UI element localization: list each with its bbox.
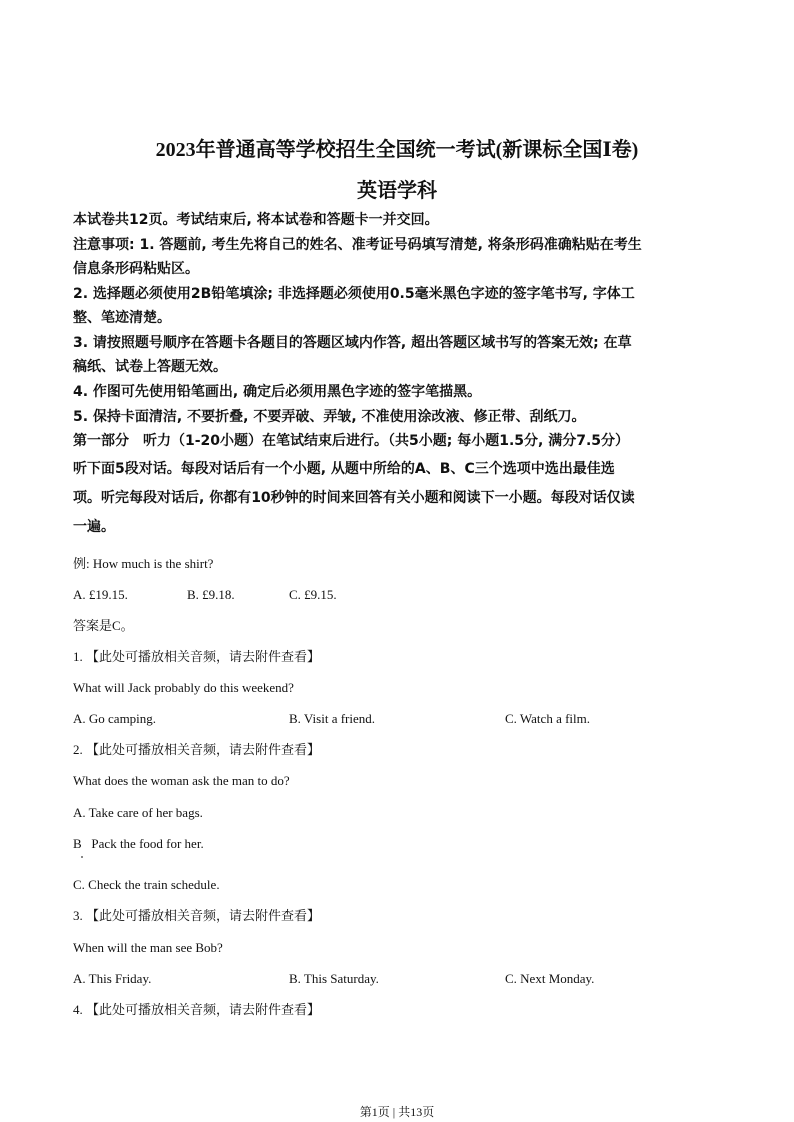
intro-line: 4. 作图可先使用铅笔画出, 确定后必须用黑色字迹的签字笔描黑。 <box>73 384 482 400</box>
page-footer: 第1页 | 共13页 <box>359 1105 435 1119</box>
exam-subject: 英语学科 <box>357 180 437 202</box>
intro-line: 注意事项: 1. 答题前, 考生先将自己的姓名、准考证号码填写清楚, 将条形码准确粘贴在考生 <box>73 237 642 253</box>
question-text-1: What will Jack probably do this weekend? <box>73 680 294 695</box>
intro-line: 整、笔迹清楚。 <box>73 310 171 326</box>
example-option-c: C. £9.15. <box>289 587 337 602</box>
question-1-option-b: B. Visit a friend. <box>289 711 375 726</box>
question-text-3: When will the man see Bob? <box>73 940 223 955</box>
example-answer: 答案是C。 <box>73 618 134 633</box>
question-number-3: 3. 【此处可播放相关音频，请去附件查看】 <box>73 908 321 923</box>
directions-line: 项。听完每段对话后, 你都有10秒钟的时间来回答有关小题和阅读下一小题。每段对话仅读 <box>73 490 635 506</box>
intro-line: 稿纸、试卷上答题无效。 <box>73 359 227 375</box>
question-2-option-c: C. Check the train schedule. <box>73 877 220 892</box>
question-3-option-c: C. Next Monday. <box>505 971 595 986</box>
exam-title: 2023年普通高等学校招生全国统一考试(新课标全国Ⅰ卷) <box>155 139 639 161</box>
question-1-option-c: C. Watch a film. <box>505 711 591 726</box>
question-number-4: 4. 【此处可播放相关音频，请去附件查看】 <box>73 1002 321 1017</box>
question-3-option-a: A. This Friday. <box>73 971 152 986</box>
example-option-b: B. £9.18. <box>187 587 235 602</box>
intro-line: 5. 保持卡面清洁, 不要折叠, 不要弄破、弄皱, 不准使用涂改液、修正带、刮纸刀。 <box>73 409 586 425</box>
intro-line: 2. 选择题必须使用2B铅笔填涂; 非选择题必须使用0.5毫米黑色字迹的签字笔书写, 字体工 <box>73 286 635 302</box>
directions-line: 一遍。 <box>73 519 115 535</box>
question-3-option-b: B. This Saturday. <box>289 971 379 986</box>
question-2-option-b: B Pack the food for her. <box>73 836 204 851</box>
example-option-a: A. £19.15. <box>73 587 128 602</box>
question-2-option-a: A. Take care of her bags. <box>73 805 203 820</box>
directions-line: 听下面5段对话。每段对话后有一个小题, 从题中所给的A、B、C三个选项中选出最佳选 <box>73 461 615 477</box>
section-heading: 第一部分 听力（1-20小题）在笔试结束后进行。（共5小题; 每小题1.5分, 满分7.5分） <box>73 433 630 449</box>
intro-line: 本试卷共12页。考试结束后, 将本试卷和答题卡一并交回。 <box>73 212 439 228</box>
intro-line: 信息条形码粘贴区。 <box>73 261 199 277</box>
question-1-option-a: A. Go camping. <box>73 711 157 726</box>
intro-line: 3. 请按照题号顺序在答题卡各题目的答题区域内作答, 超出答题区域书写的答案无效; 在草 <box>73 335 632 351</box>
question-number-2: 2. 【此处可播放相关音频，请去附件查看】 <box>73 742 321 757</box>
example-question: 例: How much is the shirt? <box>73 556 214 571</box>
stray-dot <box>81 856 83 858</box>
question-text-2: What does the woman ask the man to do? <box>73 773 290 788</box>
question-number-1: 1. 【此处可播放相关音频，请去附件查看】 <box>73 649 321 664</box>
